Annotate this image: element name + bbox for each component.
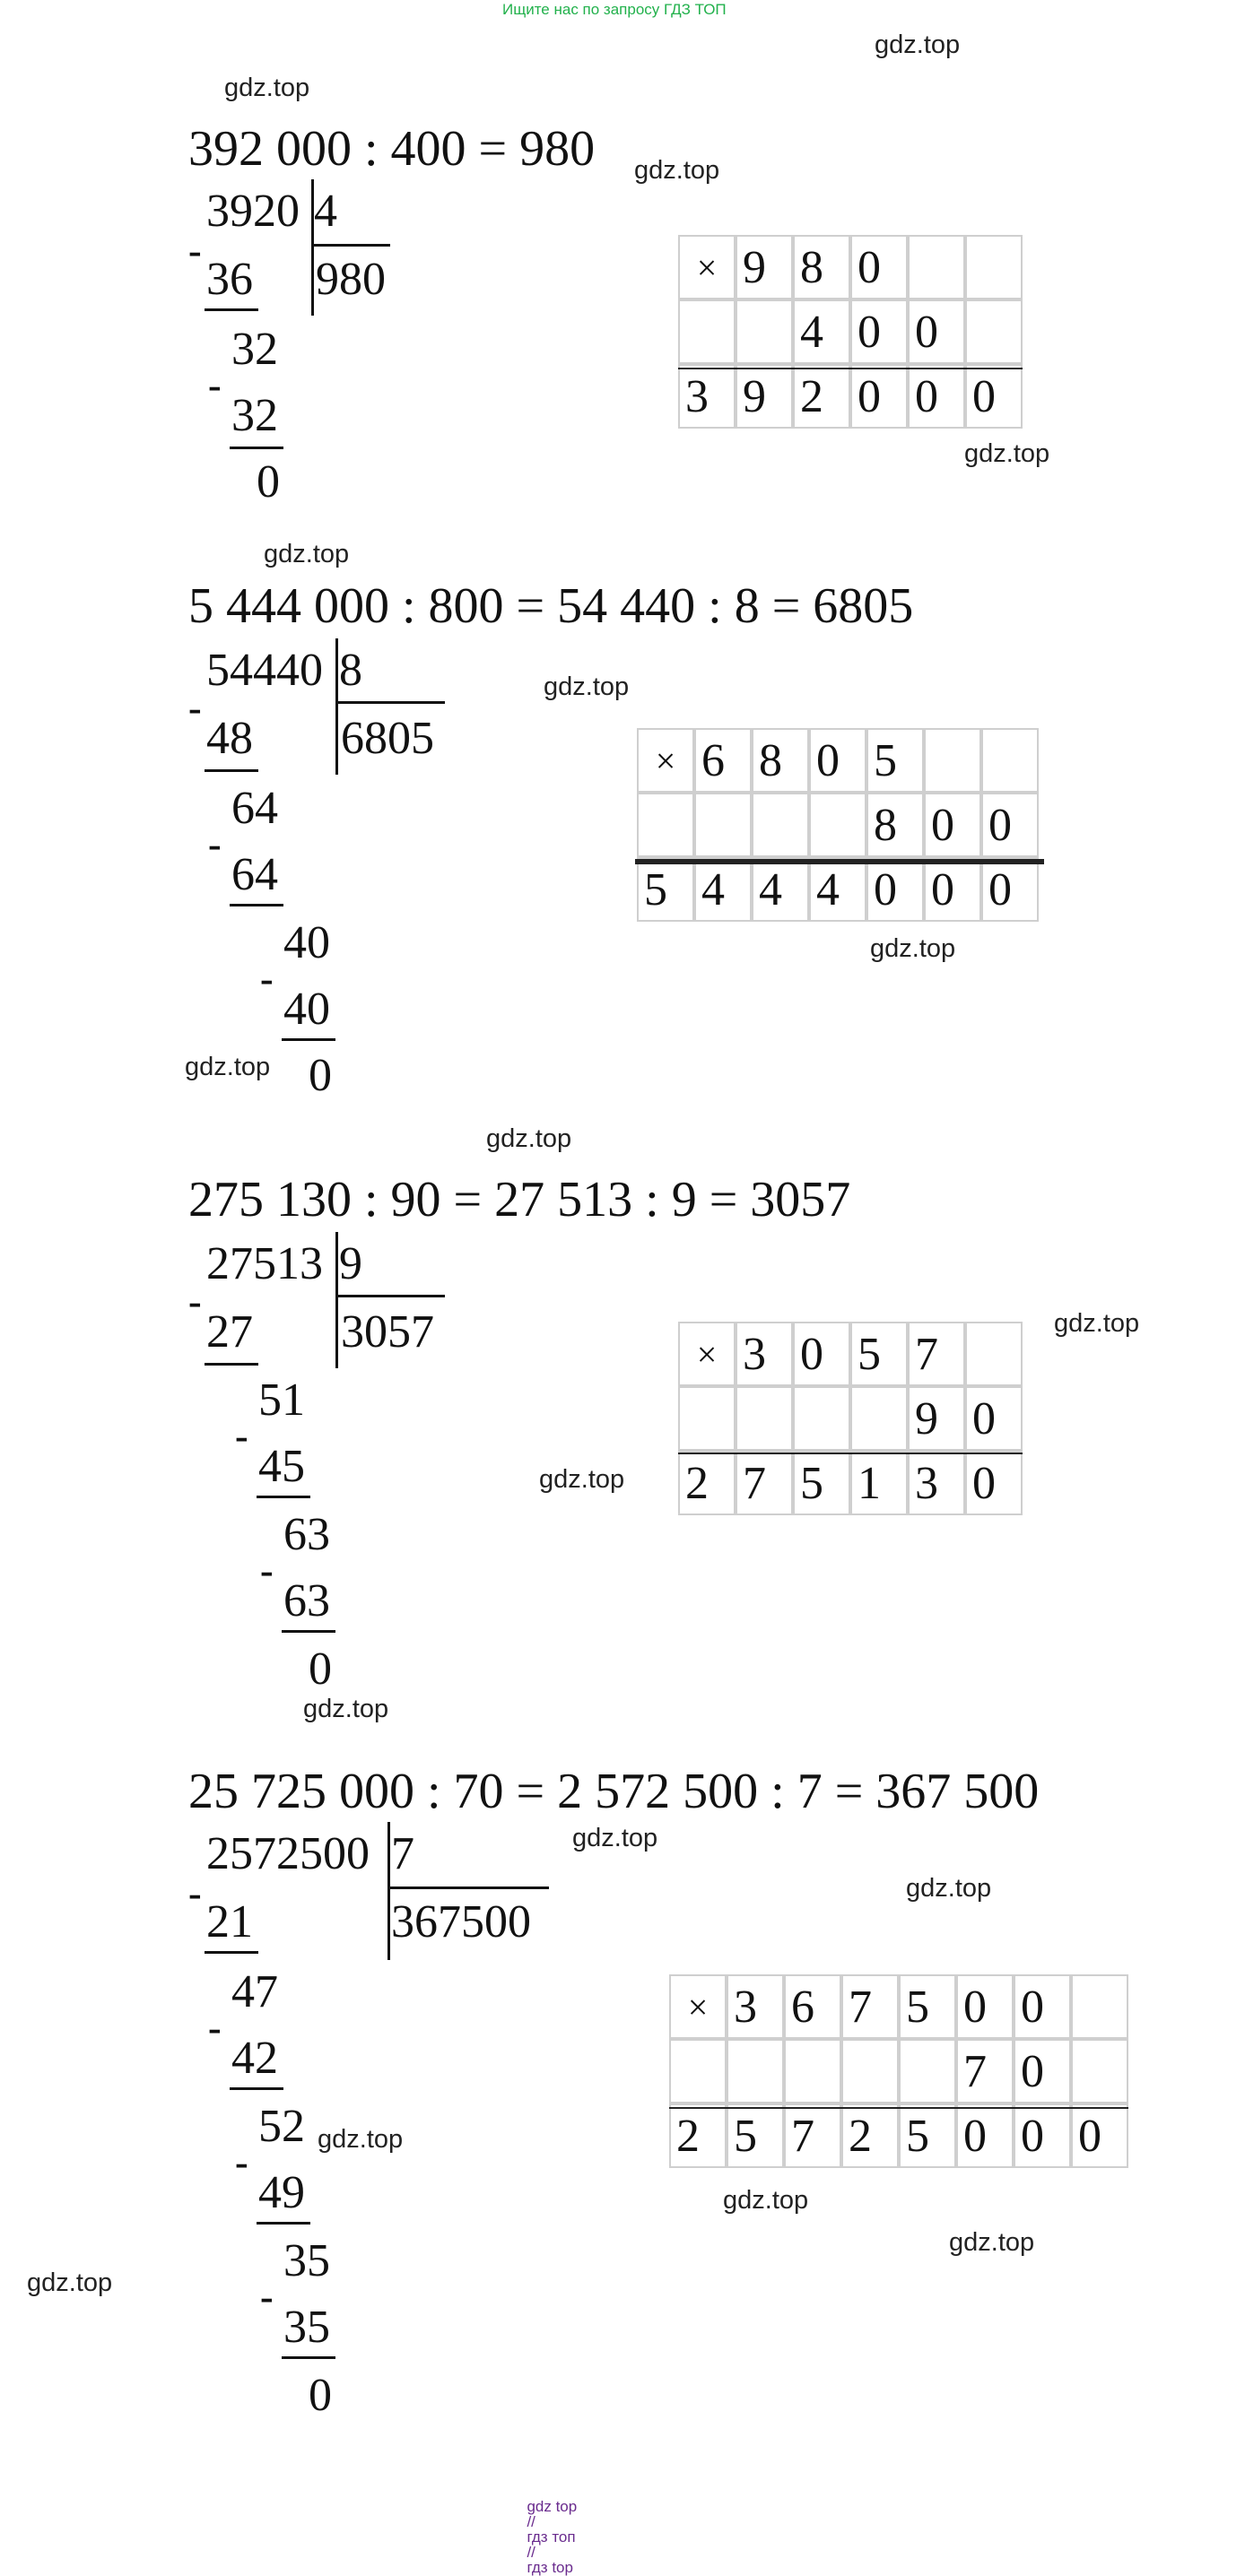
grid-cell: 0 <box>908 364 965 429</box>
footer-links <box>518 2484 577 2575</box>
grid-cell <box>850 1386 908 1451</box>
watermark: gdz.top <box>224 74 310 102</box>
quotient-3: 3057 <box>341 1306 434 1357</box>
watermark: gdz.top <box>539 1465 625 1494</box>
step-3-3: 45 <box>258 1441 305 1492</box>
step-4-7: 35 <box>283 2302 330 2353</box>
step-2-3: 64 <box>231 849 278 900</box>
grid-cell <box>694 793 752 857</box>
grid-cell: × <box>669 1974 727 2039</box>
division-bar-2 <box>335 638 338 775</box>
watermark: gdz.top <box>634 156 720 185</box>
grid-cell: 6 <box>694 728 752 793</box>
grid-cell: 8 <box>866 793 924 857</box>
watermark: gdz.top <box>870 934 956 963</box>
grid-cell <box>1071 1974 1128 2039</box>
watermark: gdz.top <box>572 1824 658 1852</box>
equation-2: 5 444 000 : 800 = 54 440 : 8 = 6805 <box>188 578 914 634</box>
footer-separator: // <box>527 2544 535 2561</box>
step-line <box>230 904 283 906</box>
grid-cell <box>637 793 694 857</box>
step-1-1: 36 <box>206 254 253 305</box>
step-4-6: 35 <box>283 2235 330 2286</box>
grid-cell: 0 <box>1014 2039 1071 2103</box>
minus-sign: - <box>188 1871 202 1915</box>
minus-sign: - <box>188 1279 202 1323</box>
step-4-4: 52 <box>258 2101 305 2152</box>
footer-separator: // <box>527 2513 535 2530</box>
grid-cell: × <box>637 728 694 793</box>
grid-cell: 0 <box>908 299 965 364</box>
footer-link[interactable]: гдз top <box>527 2559 573 2576</box>
footer-link[interactable]: gdz top <box>527 2498 578 2515</box>
footer-link[interactable]: гдз топ <box>527 2528 576 2546</box>
step-line <box>205 308 258 311</box>
grid-cell <box>965 299 1023 364</box>
grid-cell: 5 <box>866 728 924 793</box>
division-bar-4 <box>387 1822 390 1960</box>
step-1-4: 0 <box>257 456 280 507</box>
divisor-line-2 <box>335 701 445 704</box>
grid-cell: 3 <box>727 1974 784 2039</box>
grid-cell <box>965 235 1023 299</box>
grid-cell: 0 <box>965 1451 1023 1515</box>
grid-cell: 7 <box>908 1322 965 1386</box>
grid-cell: 9 <box>736 364 793 429</box>
grid-cell: 5 <box>637 857 694 922</box>
step-3-1: 27 <box>206 1306 253 1357</box>
multiplication-check-1 <box>678 235 1023 429</box>
watermark: gdz.top <box>875 30 961 59</box>
grid-cell: 0 <box>924 857 981 922</box>
watermark: gdz.top <box>303 1695 389 1723</box>
step-line <box>282 1038 335 1041</box>
grid-cell: 5 <box>850 1322 908 1386</box>
grid-cell: 8 <box>793 235 850 299</box>
minus-sign: - <box>260 2275 274 2319</box>
step-4-1: 21 <box>206 1896 253 1947</box>
top-banner[interactable]: Ищите нас по запросу ГДЗ ТОП <box>502 1 727 18</box>
grid-cell: 6 <box>784 1974 841 2039</box>
grid-cell <box>924 728 981 793</box>
grid-cell: 3 <box>678 364 736 429</box>
result-line-4 <box>669 2107 1128 2109</box>
grid-cell <box>1071 2039 1128 2103</box>
watermark: gdz.top <box>723 2186 809 2215</box>
grid-cell: 0 <box>956 1974 1014 2039</box>
grid-cell: 0 <box>965 364 1023 429</box>
result-line-1 <box>678 368 1023 369</box>
watermark: gdz.top <box>1054 1309 1140 1338</box>
step-4-2: 47 <box>231 1966 278 2017</box>
divisor-line-4 <box>387 1886 549 1889</box>
grid-cell: 4 <box>793 299 850 364</box>
step-3-6: 0 <box>309 1644 332 1695</box>
quotient-2: 6805 <box>341 713 434 764</box>
grid-cell: 0 <box>956 2103 1014 2168</box>
step-2-5: 40 <box>283 984 330 1035</box>
grid-cell <box>841 2039 899 2103</box>
equation-3: 275 130 : 90 = 27 513 : 9 = 3057 <box>188 1172 851 1227</box>
division-bar-3 <box>335 1232 338 1368</box>
divisor-4: 7 <box>391 1828 414 1879</box>
dividend-1: 3920 <box>206 186 300 237</box>
step-line <box>230 2087 283 2090</box>
grid-cell: 5 <box>727 2103 784 2168</box>
watermark: gdz.top <box>906 1874 992 1903</box>
result-line-3 <box>678 1453 1023 1454</box>
equation-1: 392 000 : 400 = 980 <box>188 121 596 177</box>
step-1-3: 32 <box>231 390 278 441</box>
watermark: gdz.top <box>27 2268 113 2297</box>
grid-cell <box>678 1386 736 1451</box>
grid-cell <box>899 2039 956 2103</box>
minus-sign: - <box>260 957 274 1001</box>
step-2-4: 40 <box>283 917 330 968</box>
grid-cell: 1 <box>850 1451 908 1515</box>
divisor-2: 8 <box>339 645 362 696</box>
step-1-2: 32 <box>231 324 278 375</box>
grid-cell: × <box>678 235 736 299</box>
grid-cell: 2 <box>669 2103 727 2168</box>
minus-sign: - <box>235 2140 248 2184</box>
dividend-2: 54440 <box>206 645 323 696</box>
step-line <box>205 769 258 772</box>
grid-cell: 4 <box>752 857 809 922</box>
watermark: gdz.top <box>318 2125 404 2154</box>
grid-cell: 0 <box>850 235 908 299</box>
minus-sign: - <box>208 822 222 866</box>
divisor-3: 9 <box>339 1238 362 1289</box>
grid-cell <box>908 235 965 299</box>
grid-cell <box>809 793 866 857</box>
minus-sign: - <box>235 1414 248 1458</box>
step-4-3: 42 <box>231 2033 278 2084</box>
grid-cell: 7 <box>841 1974 899 2039</box>
grid-cell: 0 <box>1014 1974 1071 2039</box>
grid-cell <box>736 299 793 364</box>
grid-cell: 8 <box>752 728 809 793</box>
grid-cell: 5 <box>899 1974 956 2039</box>
grid-cell <box>678 299 736 364</box>
grid-cell: 7 <box>784 2103 841 2168</box>
divisor-line-1 <box>311 244 390 247</box>
grid-cell <box>727 2039 784 2103</box>
step-2-1: 48 <box>206 713 253 764</box>
grid-cell: 2 <box>841 2103 899 2168</box>
grid-cell: 0 <box>981 793 1039 857</box>
watermark: gdz.top <box>486 1124 572 1153</box>
step-line <box>205 1363 258 1366</box>
grid-cell: 9 <box>736 235 793 299</box>
grid-cell: 2 <box>678 1451 736 1515</box>
watermark: gdz.top <box>544 672 630 701</box>
minus-sign: - <box>260 1548 274 1592</box>
grid-cell: 0 <box>924 793 981 857</box>
step-4-8: 0 <box>309 2370 332 2421</box>
grid-cell: 0 <box>793 1322 850 1386</box>
grid-cell: × <box>678 1322 736 1386</box>
multiplication-check-2 <box>637 728 1039 922</box>
step-line <box>282 2356 335 2359</box>
grid-cell <box>965 1322 1023 1386</box>
grid-cell: 0 <box>850 299 908 364</box>
grid-cell: 0 <box>981 857 1039 922</box>
divisor-1: 4 <box>314 186 337 237</box>
step-3-4: 63 <box>283 1509 330 1560</box>
step-2-6: 0 <box>309 1050 332 1101</box>
grid-cell: 2 <box>793 364 850 429</box>
quotient-4: 367500 <box>391 1896 531 1947</box>
multiplication-check-3 <box>678 1322 1023 1515</box>
grid-cell: 0 <box>965 1386 1023 1451</box>
step-line <box>230 447 283 449</box>
grid-cell: 7 <box>956 2039 1014 2103</box>
step-2-2: 64 <box>231 783 278 834</box>
minus-sign: - <box>208 363 222 407</box>
watermark: gdz.top <box>264 540 350 568</box>
minus-sign: - <box>188 686 202 730</box>
step-3-2: 51 <box>258 1375 305 1426</box>
grid-cell: 5 <box>899 2103 956 2168</box>
grid-cell: 3 <box>908 1451 965 1515</box>
watermark: gdz.top <box>185 1053 271 1081</box>
grid-cell: 0 <box>866 857 924 922</box>
equation-4: 25 725 000 : 70 = 2 572 500 : 7 = 367 500 <box>188 1764 1040 1819</box>
step-line <box>257 2222 310 2225</box>
quotient-1: 980 <box>316 254 386 305</box>
grid-cell: 3 <box>736 1322 793 1386</box>
grid-cell <box>784 2039 841 2103</box>
grid-cell: 4 <box>809 857 866 922</box>
step-line <box>205 1951 258 1954</box>
step-3-5: 63 <box>283 1575 330 1626</box>
grid-cell: 4 <box>694 857 752 922</box>
grid-cell <box>793 1386 850 1451</box>
grid-cell <box>981 728 1039 793</box>
grid-cell <box>669 2039 727 2103</box>
step-4-5: 49 <box>258 2167 305 2218</box>
minus-sign: - <box>188 229 202 273</box>
grid-cell: 7 <box>736 1451 793 1515</box>
grid-cell: 5 <box>793 1451 850 1515</box>
grid-cell <box>752 793 809 857</box>
step-line <box>282 1630 335 1633</box>
grid-cell: 0 <box>809 728 866 793</box>
dividend-4: 2572500 <box>206 1828 370 1879</box>
grid-cell <box>736 1386 793 1451</box>
grid-cell: 0 <box>850 364 908 429</box>
step-line <box>257 1496 310 1498</box>
watermark: gdz.top <box>949 2228 1035 2257</box>
grid-cell: 0 <box>1071 2103 1128 2168</box>
minus-sign: - <box>208 2006 222 2050</box>
multiplication-check-4 <box>669 1974 1128 2168</box>
grid-cell: 9 <box>908 1386 965 1451</box>
result-line-2 <box>635 859 1044 864</box>
divisor-line-3 <box>335 1295 445 1297</box>
grid-cell: 0 <box>1014 2103 1071 2168</box>
dividend-3: 27513 <box>206 1238 323 1289</box>
watermark: gdz.top <box>964 439 1050 468</box>
